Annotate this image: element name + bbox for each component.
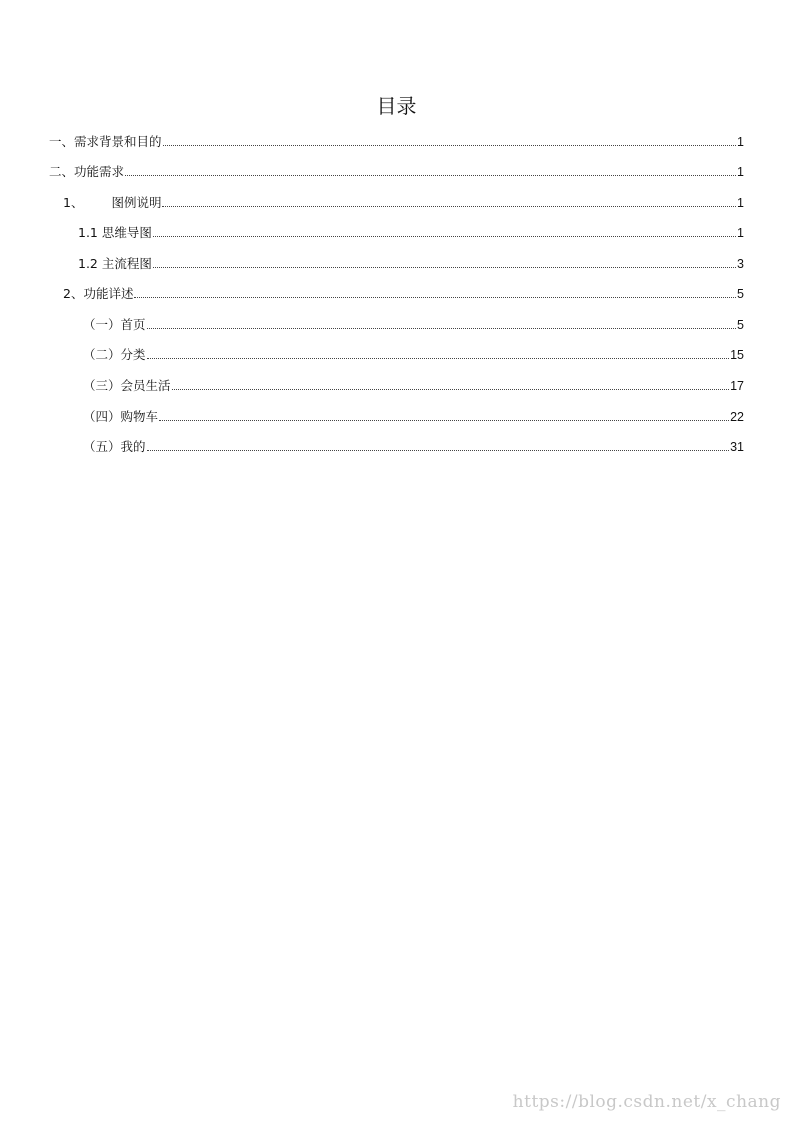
toc-entry-home[interactable]: [83, 313, 744, 333]
toc-entry-label: 图例说明: [111, 195, 162, 210]
toc-entry-number: （四）: [83, 409, 121, 424]
toc-entry-label: 分类: [120, 347, 146, 362]
toc-entry-shopping-cart[interactable]: [83, 405, 744, 425]
toc-dot-leader: [147, 450, 730, 451]
toc-entry-label: 需求背景和目的: [74, 134, 162, 149]
toc-entry-main-flowchart[interactable]: [78, 252, 744, 272]
toc-entry-page: 1: [737, 196, 744, 210]
toc-entry-mind-map[interactable]: [78, 221, 744, 241]
toc-dot-leader: [172, 389, 730, 390]
toc-entry-label: 思维导图: [101, 225, 152, 240]
toc-entry-label: 我的: [120, 439, 146, 454]
toc-entry-page: 1: [737, 165, 744, 179]
toc-entry-number: 1、: [63, 195, 84, 210]
toc-entry-feature-details[interactable]: [63, 282, 744, 302]
toc-entry-number: （三）: [83, 378, 121, 393]
source-watermark: https://blog.csdn.net/x_chang: [512, 1092, 781, 1112]
toc-dot-leader: [153, 236, 736, 237]
toc-entry-member-life[interactable]: [83, 374, 744, 394]
toc-dot-leader: [147, 328, 737, 329]
toc-entry-category[interactable]: [83, 343, 744, 363]
toc-entry-page: 31: [730, 440, 744, 454]
toc-entry-label: 功能需求: [74, 164, 125, 179]
toc-entry-label: 购物车: [120, 409, 159, 424]
toc-entry-number: （五）: [83, 439, 121, 454]
toc-entry-number: （二）: [83, 347, 121, 362]
toc-entry-page: 17: [730, 379, 744, 393]
toc-entry-page: 1: [737, 226, 744, 240]
toc-entry-page: 1: [737, 135, 744, 149]
toc-dot-leader: [162, 206, 736, 207]
toc-entry-number: 1.2: [78, 256, 102, 271]
toc-entry-number: 一、: [49, 134, 75, 149]
toc-dot-leader: [163, 145, 737, 146]
toc-entry-number: 二、: [49, 164, 75, 179]
toc-entry-label: 会员生活: [120, 378, 171, 393]
toc-entry-page: 5: [737, 287, 744, 301]
page-title: 目录: [376, 94, 417, 118]
toc-entry-functional-requirements[interactable]: [49, 160, 744, 180]
toc-entry-page: 3: [737, 257, 744, 271]
toc-entry-mine[interactable]: [83, 435, 744, 455]
toc-entry-number: 1.1: [78, 225, 102, 240]
toc-dot-leader: [125, 175, 736, 176]
toc-entry-number: （一）: [83, 317, 121, 332]
toc-entry-label: 首页: [120, 317, 146, 332]
toc-dot-leader: [153, 267, 736, 268]
toc-entry-page: 22: [730, 410, 744, 424]
toc-entry-requirements-background[interactable]: [49, 130, 744, 150]
toc-entry-page: 15: [730, 348, 744, 362]
toc-entry-page: 5: [737, 318, 744, 332]
toc-dot-leader: [147, 358, 730, 359]
toc-dot-leader: [159, 420, 729, 421]
toc-dot-leader: [134, 297, 736, 298]
toc-entry-label: 功能详述: [83, 286, 134, 301]
toc-entry-number: 2、: [63, 286, 84, 301]
toc-entry-legend[interactable]: [63, 191, 744, 211]
toc-entry-label: 主流程图: [101, 256, 152, 271]
